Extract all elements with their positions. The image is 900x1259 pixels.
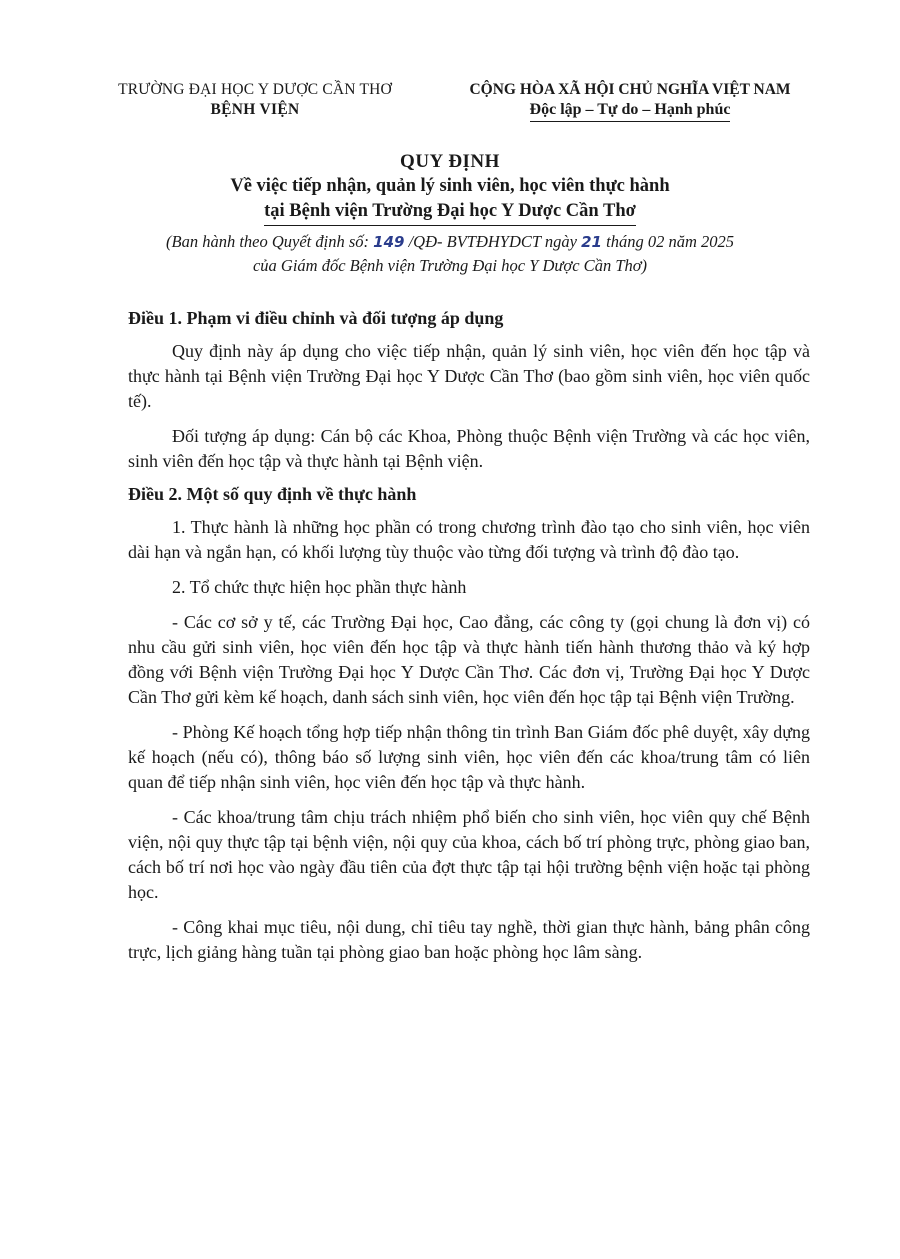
decision-day: 21	[581, 233, 602, 251]
article-2-paragraph-1: 1. Thực hành là những học phần có trong chương trình đào tạo cho sinh viên, học viên dài hạn và ngắn hạn, có khối lượng tùy thuộc vào từng đối tượng và trình độ đào tạo.	[128, 517, 810, 562]
article-1-paragraph-1: Quy định này áp dụng cho việc tiếp nhận, quản lý sinh viên, học viên đến học tập và thực hành tại Bệnh viện Trường Đại học Y Dược Cần Thơ (bao gồm sinh viên, học viên quốc tế).	[128, 341, 810, 411]
document-title: QUY ĐỊNH	[400, 151, 500, 172]
national-header	[430, 80, 830, 122]
university-name: TRƯỜNG ĐẠI HỌC Y DƯỢC CẦN THƠ	[118, 81, 392, 98]
issuance-note	[100, 230, 800, 277]
article-2-paragraph-6: - Công khai mục tiêu, nội dung, chỉ tiêu tay nghề, thời gian thực hành, bảng phân công trực, lịch giảng hàng tuần tại phòng giao ban hoặc phòng học lâm sàng.	[128, 917, 810, 962]
hospital-name: BỆNH VIỆN	[210, 101, 300, 118]
article-1-paragraph-2: Đối tượng áp dụng: Cán bộ các Khoa, Phòng thuộc Bệnh viện Trường và các học viên, sinh viên đến học tập và thực hành tại Bệnh viện.	[128, 426, 810, 471]
national-motto: Độc lập – Tự do – Hạnh phúc	[530, 100, 731, 122]
decision-number: 149	[373, 233, 405, 251]
issuance-suffix: tháng 02 năm 2025	[606, 232, 734, 251]
issuance-line2: của Giám đốc Bệnh viện Trường Đại học Y Dược Cần Thơ)	[252, 256, 648, 275]
article-1-heading: Điều 1. Phạm vi điều chỉnh và đối tượng áp dụng	[128, 308, 504, 328]
document-title-block	[100, 150, 800, 277]
issuance-mid: /QĐ- BVTĐHYDCT ngày	[408, 232, 577, 251]
issuer-header	[70, 80, 440, 120]
article-2-paragraph-5: - Các khoa/trung tâm chịu trách nhiệm phổ biến cho sinh viên, học viên quy chế Bệnh viện, nội quy thực tập tại bệnh viện, nội quy của khoa, cách bố trí phòng trực, phòng giao ban, cách bố trí nơi học vào ngày đầu tiên của đợt thực tập tại hội trường bệnh viện hoặc tại phòng học.	[128, 807, 810, 902]
article-2-heading: Điều 2. Một số quy định về thực hành	[128, 484, 417, 504]
issuance-prefix: (Ban hành theo Quyết định số:	[166, 232, 370, 251]
document-body	[128, 306, 810, 965]
article-2-paragraph-2: 2. Tổ chức thực hiện học phần thực hành	[172, 577, 467, 597]
article-2-paragraph-3: - Các cơ sở y tế, các Trường Đại học, Cao đẳng, các công ty (gọi chung là đơn vị) có nhu cầu gửi sinh viên, học viên đến học tập và thực hành tiến hành thương thảo và ký hợp đồng với Bệnh viện Trường Đại học Y Dược Cần Thơ. Các đơn vị, Trường Đại học Y Dược Cần Thơ gửi kèm kế hoạch, danh sách sinh viên, học viên đến học tập tại Bệnh viện Trường.	[128, 612, 810, 707]
document-subtitle-line2: tại Bệnh viện Trường Đại học Y Dược Cần Thơ	[264, 199, 636, 226]
document-subtitle-line1: Về việc tiếp nhận, quản lý sinh viên, học viên thực hành	[230, 176, 670, 196]
national-title: CỘNG HÒA XÃ HỘI CHỦ NGHĨA VIỆT NAM	[469, 81, 791, 98]
article-2-paragraph-4: - Phòng Kế hoạch tổng hợp tiếp nhận thông tin trình Ban Giám đốc phê duyệt, xây dựng kế hoạch (nếu có), thông báo số lượng sinh viên, học viên đến các khoa/trung tâm có liên quan để tiếp nhận sinh viên, học viên đến học tập và thực hành.	[128, 722, 810, 792]
